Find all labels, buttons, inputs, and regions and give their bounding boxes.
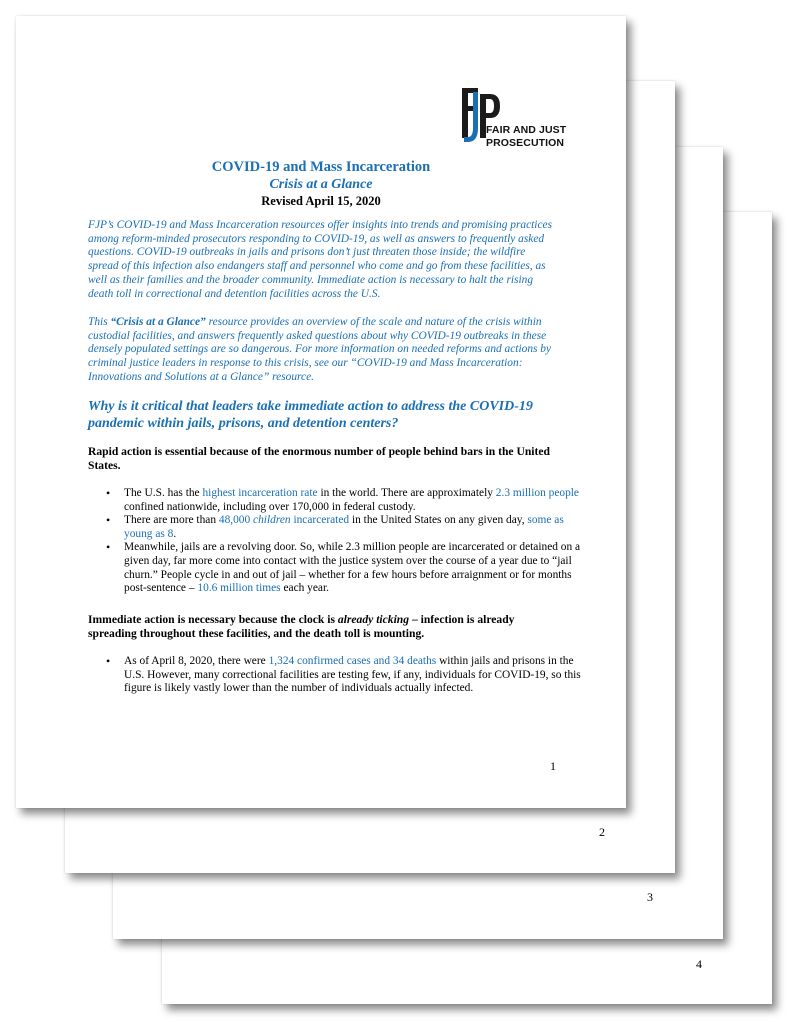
bullet-text: in the world. There are approximately: [317, 487, 496, 499]
intro2-text-rest: resource provides an overview of the scale and nature of the crisis within custodial facilities, and answers frequently asked questions about why COVID-19 outbreaks in these densely populated settings are so dangerous. For more information on needed reforms and actions by criminal justice leaders in response to this crisis, see our “COVID-19 and Mass Incarceration: Innovations and Solutions at a Glance” resource.: [88, 316, 552, 383]
young-age-link[interactable]: some as young as 8: [124, 514, 564, 540]
bullet-text: There are more than: [124, 514, 219, 527]
lead-statement-2: [88, 613, 558, 641]
bullet-text: confined nationwide, including over 170,000 in federal custody.: [124, 500, 416, 513]
link-text: incarcerated: [290, 514, 350, 527]
confined-population-link[interactable]: 2.3 million people: [495, 487, 579, 499]
bullet-text: in the United States on any given day,: [349, 514, 528, 527]
bullet-list-1: [88, 487, 584, 596]
bullet-text: Meanwhile, jails are a revolving door. So, while 2.3 million people are incarcerated or detained on a given day, far more come into contact with the justice system over the course of a year due to “jail churn.” People cycle in and out of jail – whether for a few hours before arraignment or for months post-sentence –: [124, 541, 581, 595]
list-item: [124, 514, 584, 541]
section-question-heading: Why is it critical that leaders take immediate action to address the COVID-19 pandemic within jails, prisons, and detention centers?: [88, 399, 533, 431]
title-block: [16, 159, 626, 209]
intro2-text: This: [88, 316, 111, 328]
bullet-list-2: [88, 655, 584, 696]
intro-paragraph-2: [88, 316, 558, 385]
bullet-text: within jails and prisons in the U.S. However, many correctional facilities are testing few, if any, individuals for COVID-19, so this figure is likely vastly lower than the number of individuals actually infected.: [124, 655, 581, 695]
children-incarcerated-link[interactable]: [219, 514, 349, 526]
link-text-italic: children: [253, 514, 291, 527]
logo-line-2: PROSECUTION: [486, 136, 565, 149]
list-item: [124, 655, 584, 696]
bullet-text: each year.: [280, 582, 329, 595]
bullet-text: .: [173, 527, 177, 540]
page-number: 3: [647, 890, 653, 904]
list-item: [124, 487, 584, 514]
logo-wordmark: [486, 124, 566, 149]
document-title: COVID-19 and Mass Incarceration: [211, 159, 431, 175]
incarceration-rate-link[interactable]: highest incarceration rate: [202, 487, 318, 499]
list-item: [124, 541, 584, 595]
page-number: 1: [550, 759, 556, 773]
intro2-resource-name: “Crisis at a Glance”: [110, 316, 206, 328]
bullet-text: As of April 8, 2020, there were: [124, 655, 269, 667]
lead2-text: Immediate action is necessary because the clock is: [88, 613, 338, 626]
logo-line-1: FAIR AND JUST: [486, 124, 567, 136]
intro-paragraph-1: FJP’s COVID-19 and Mass Incarceration resources offer insights into trends and promising practices among reform-minded prosecutors responding to COVID-19, as well as answers to frequently asked questions. COVID-19 outbreaks in jails and prisons don’t just threaten those inside; the wildfire spread of this infection also endangers staff and personnel who come and go from these facilities, as well as their families and the broader community. Immediate action is necessary to halt the rising death toll in correctional and detention facilities across the U.S.: [88, 219, 553, 300]
bullet-text: The U.S. has the: [124, 487, 203, 499]
page-number: 4: [696, 957, 702, 971]
lead2-emphasis: already ticking: [337, 613, 410, 626]
page-number: 2: [599, 825, 605, 839]
revision-date: Revised April 15, 2020: [261, 194, 381, 208]
document-subtitle: Crisis at a Glance: [269, 177, 373, 192]
jail-churn-link[interactable]: 10.6 million times: [197, 582, 281, 595]
link-text: 48,000: [218, 514, 254, 527]
lead-statement-1: Rapid action is essential because of the enormous number of people behind bars in the United States.: [88, 445, 550, 472]
lead2-text-rest: – infection is already spreading throughout these facilities, and the death toll is mounting.: [88, 613, 515, 640]
confirmed-cases-link[interactable]: 1,324 confirmed cases and 34 deaths: [268, 655, 437, 667]
document-page-1: [16, 16, 626, 808]
